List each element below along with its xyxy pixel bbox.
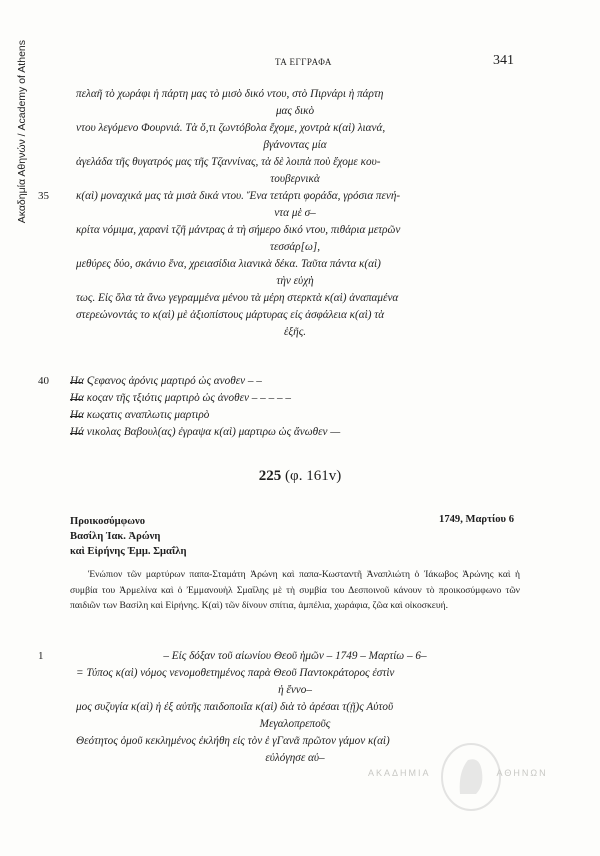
running-head: ΤΑ ΕΓΓΡΑΦΑ	[275, 57, 332, 67]
line-text: κ(αὶ) μοναχικά μας τὰ μισὰ δικά ντου. Ἕνα τετάρτι φοράδα, γρόσια πενή-	[76, 190, 401, 202]
signature-line	[70, 407, 520, 424]
text-line	[70, 682, 520, 699]
title-line: Βασίλη Ἰακ. Ἀρώνη	[70, 531, 161, 542]
line-number: 40	[38, 375, 49, 387]
text-line	[70, 222, 520, 239]
document-summary: Ἐνώπιον τῶν μαρτύρων παπα-Σταμάτη Ἀρώνη καὶ παπα-Κωσταντῆ Ἀναπλιώτη ὁ Ἰάκωβος Ἀρώνης καὶ ἡ συμβία του Ἀρμελίνα καὶ ὁ Ἐμμανουὴλ Σμαΐλης μὲ τὴ συμβία του Δεσποινοῦ κάνουν τὸ προικοσύμφωνο τῶν παιδιῶν των Βασίλη καὶ Εἰρήνης. Κ(αὶ) τῶν δίνουν σπίτια, ἀμπέλια, χωράφια, ζῶα καὶ οἰκοσκευή.	[70, 569, 520, 611]
signature-line	[38, 373, 520, 390]
document-heading	[0, 468, 600, 485]
text-line	[70, 716, 520, 733]
signatures-block	[38, 373, 520, 441]
line-text: μεθύρες δύο, σκάνιο ἕνα, χρειασίδια λιανικὰ δέκα. Ταῦτα πάντα κ(αὶ)	[76, 258, 381, 270]
text-line	[70, 699, 520, 716]
line-text: – Εἰς δόξαν τοῦ αἰωνίου Θεοῦ ἡμῶν – 1749 – Μαρτίω – 6–	[163, 650, 427, 662]
line-text: μας δικὸ	[275, 105, 315, 117]
signature-text: κωςατις αναπλωτις μαρτιρὸ	[83, 409, 210, 421]
watermark-left: ΑΚΑΔΗΜΙΑ	[368, 768, 431, 778]
document-title	[70, 514, 186, 559]
line-text: εὐλόγησε αὐ–	[265, 752, 325, 764]
line-text: πελαῆ τὸ χωράφι ἡ πάρτη μας τὸ μισὸ δικό ντου, στὸ Πιρνάρι ἡ πάρτη	[76, 88, 384, 100]
text-line	[70, 324, 520, 341]
line-text: ἑξῆς.	[283, 326, 307, 338]
text-line	[70, 120, 520, 137]
line-text: στερεώνοντάς το κ(αὶ) μὲ ἀξιοπίστους μάρτυρας εἰς ἀσφάλεια κ(αὶ) τὰ	[76, 309, 385, 321]
signature-text: κοςαν τῆς τξιότις μαρτιρὸ ὡς ἀνοθεν – – – – –	[83, 392, 291, 404]
continuation-text	[38, 86, 520, 341]
signature-text: νικολας Βαβουλ(ας) ἐγραψα κ(αὶ) μαρτιρω ὡς ἄνωθεν —	[83, 426, 341, 438]
document-number: 225	[258, 468, 282, 484]
line-text: ντα μὲ σ–	[274, 207, 316, 219]
signature-text: Ϛεφανος ἀρόνις μαρτιρό ὡς ανοθεν – –	[83, 375, 262, 387]
text-line	[70, 256, 520, 273]
academy-watermark	[368, 768, 548, 778]
line-text: ἡ ἔννο–	[278, 684, 312, 696]
struck-prefix: Ηα	[70, 409, 84, 421]
title-line: καὶ Εἰρήνης Ἐμμ. Σμαΐλη	[70, 546, 187, 557]
text-line	[70, 154, 520, 171]
line-number: 1	[38, 650, 44, 662]
text-line	[70, 205, 520, 222]
text-line	[70, 103, 520, 120]
line-text: τως. Εἰς ὅλα τὰ ἄνω γεγραμμένα μένου τὰ μέρη στερκτὰ κ(αὶ) ἀναπαμένα	[76, 292, 399, 304]
line-text: βγάνοντας μία	[263, 139, 327, 151]
text-line	[70, 665, 520, 682]
title-line: Προικοσύμφωνο	[70, 516, 146, 527]
text-line	[70, 290, 520, 307]
line-text: μος συζυγία κ(αὶ) ἡ ἐξ αὐτῆς παιδοποιΐα κ(αὶ) διὰ τὸ ἀρέσαι τ(ῇ)ς Αὐτοῦ	[76, 701, 394, 713]
line-number: 35	[38, 190, 49, 202]
line-text: τουβερνικὰ	[270, 173, 320, 185]
line-text: Μεγαλοπρεποῦς	[259, 718, 331, 730]
line-text: ἀγελάδα τῆς θυγατρός μας τῆς Τζαννίνας, τὰ δὲ λοιπὰ ποὺ ἔχομε κου-	[76, 156, 381, 168]
line-text: τὴν εὐχὴ	[276, 275, 314, 287]
text-line	[70, 171, 520, 188]
struck-prefix: Ηα	[70, 375, 84, 387]
text-line	[70, 273, 520, 290]
document-folio: (φ. 161v)	[285, 468, 342, 484]
line-text: τεσσάρ[ω],	[269, 241, 321, 253]
signature-line	[70, 424, 520, 441]
line-text: κρίτα νόμιμα, χαρανὶ τζῆ μάντρας ἀ τὴ σήμερο δικό ντου, πιθάρια μετρῶν	[76, 224, 401, 236]
document-date: 1749, Μαρτίου 6	[439, 514, 514, 525]
struck-prefix: Ηα	[70, 392, 84, 404]
line-text: = Τύπος κ(αὶ) νόμος νενομοθετημένος παρὰ Θεοῦ Παντοκράτορος ἐστὶν	[76, 667, 395, 679]
text-line	[70, 307, 520, 324]
signature-line	[70, 390, 520, 407]
text-line	[38, 188, 520, 205]
text-line	[70, 86, 520, 103]
text-line	[70, 239, 520, 256]
struck-prefix: Ηά	[70, 426, 84, 438]
text-line	[38, 648, 520, 665]
watermark-right: ΑΘΗΝΩΝ	[496, 768, 548, 778]
line-text: Θεότητος ὁμοῦ κεκλημένος ἐκλήθη εἰς τὸν ἑ γΓανᾶ πρῶτον γάμον κ(αὶ)	[76, 735, 390, 747]
archive-side-label: Ακαδημία Αθηνών / Academy of Athens	[16, 40, 28, 224]
text-line	[70, 137, 520, 154]
line-text: ντου λεγόμενο Φουρνιά. Τὰ ὅ,τι ζωντόβολα ἔχομε, χοντρὰ κ(αὶ) λιανά,	[76, 122, 386, 134]
page-number: 341	[493, 53, 514, 68]
